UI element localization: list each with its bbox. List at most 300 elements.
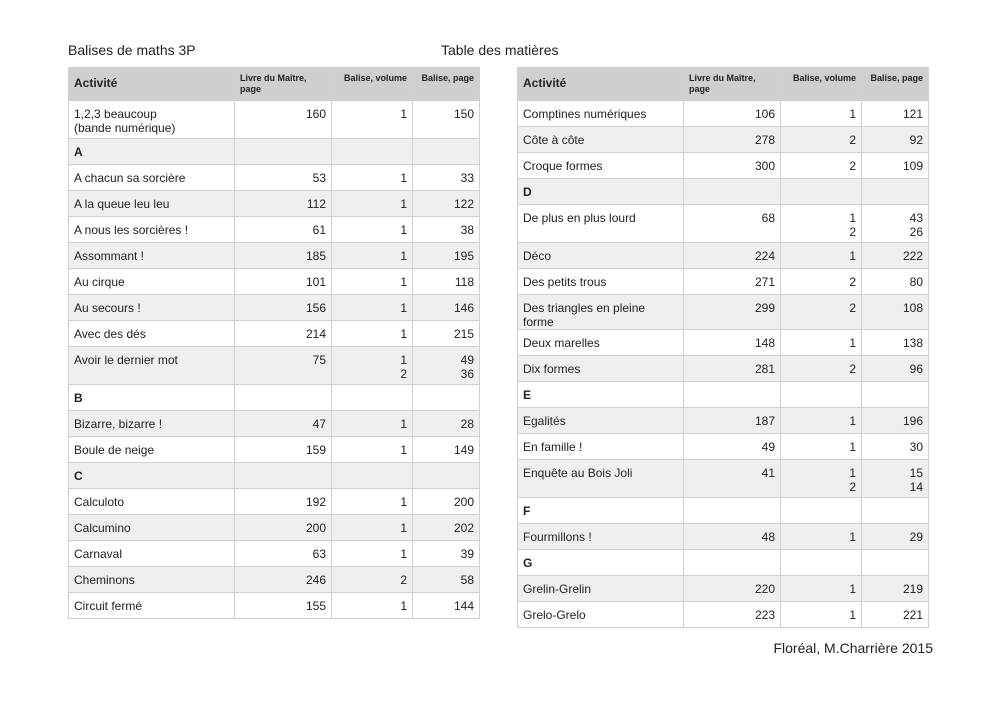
activity-name-line: Boule de neige [74, 443, 155, 457]
balise-page-line: 118 [454, 275, 474, 289]
activity-name-line: Fourmillons ! [523, 530, 592, 544]
activity-name-line: 1,2,3 beaucoup [74, 107, 157, 121]
balise-page [862, 460, 929, 498]
teacher-book-page: 47 [235, 411, 332, 437]
activity-name-line: Dix formes [523, 362, 581, 376]
balise-volume-line: 1 [400, 521, 407, 535]
activity-name [69, 101, 235, 139]
activity-name [518, 576, 684, 602]
activity-name [518, 243, 684, 269]
balise-page [413, 101, 480, 139]
balise-volume [332, 541, 413, 567]
empty-cell [684, 179, 781, 205]
activity-name [69, 165, 235, 191]
activity-name-line: De plus en plus lourd [523, 211, 636, 225]
activity-name [518, 127, 684, 153]
balise-volume [781, 434, 862, 460]
balise-volume [781, 243, 862, 269]
table-row [69, 217, 480, 243]
balise-volume-line: 1 [400, 495, 407, 509]
balise-volume [332, 295, 413, 321]
teacher-book-page: 300 [684, 153, 781, 179]
balise-page-line: 15 [909, 466, 923, 480]
balise-volume-line: 1 [400, 599, 407, 613]
activity-name [518, 434, 684, 460]
balise-page [862, 205, 929, 243]
column-header-page: Balise, page [862, 68, 929, 101]
balise-volume [332, 411, 413, 437]
activity-name-line: Croque formes [523, 159, 603, 173]
activity-name-line: Enquête au Bois Joli [523, 466, 633, 480]
balise-page [413, 541, 480, 567]
balise-page-line: 222 [902, 249, 923, 263]
activity-name-line: Avec des dés [74, 327, 146, 341]
empty-cell [862, 550, 929, 576]
balise-page-line: 215 [453, 327, 474, 341]
activity-name-line: Des triangles en pleine forme [523, 301, 646, 329]
balise-volume [781, 330, 862, 356]
activity-name-line: A nous les sorcières ! [74, 223, 189, 237]
teacher-book-page: 53 [235, 165, 332, 191]
empty-cell [235, 139, 332, 165]
column-header-volume: Balise, volume [332, 68, 413, 101]
table-row [518, 101, 929, 127]
toc-table-right [517, 67, 929, 628]
table-row [69, 101, 480, 139]
activity-name-line: Déco [523, 249, 552, 263]
balise-volume [781, 205, 862, 243]
activity-name [69, 347, 235, 385]
balise-page [862, 576, 929, 602]
balise-volume [332, 321, 413, 347]
balise-volume-line: 2 [400, 573, 407, 587]
balise-page [413, 567, 480, 593]
activity-name [69, 269, 235, 295]
section-letter-row [518, 179, 929, 205]
balise-volume-line: 1 [849, 249, 856, 263]
table-row [69, 515, 480, 541]
balise-page [413, 217, 480, 243]
column-header-activity: Activité [518, 68, 684, 101]
balise-page [413, 515, 480, 541]
section-letter: B [69, 385, 235, 411]
section-letter-row [69, 139, 480, 165]
balise-volume-line: 1 [400, 547, 407, 561]
balise-volume-line: 1 [849, 414, 856, 428]
balise-page-line: 146 [453, 301, 474, 315]
balise-page-line: 39 [460, 547, 474, 561]
activity-name [518, 153, 684, 179]
balise-page [862, 330, 929, 356]
balise-volume-line: 1 [400, 301, 407, 315]
balise-volume-line: 2 [849, 275, 856, 289]
balise-page-line: 121 [902, 107, 923, 121]
teacher-book-page: 41 [684, 460, 781, 498]
balise-page-line: 221 [902, 608, 923, 622]
table-row [69, 541, 480, 567]
balise-page [413, 593, 480, 619]
balise-volume [332, 269, 413, 295]
balise-page-line: 80 [909, 275, 923, 289]
table-row [69, 489, 480, 515]
empty-cell [862, 498, 929, 524]
balise-volume-line: 1 [400, 249, 407, 263]
balise-volume-line: 1 [400, 443, 407, 457]
activity-name-line: (bande numérique) [74, 121, 176, 135]
balise-volume [332, 489, 413, 515]
empty-cell [235, 385, 332, 411]
balise-volume [781, 460, 862, 498]
teacher-book-page: 63 [235, 541, 332, 567]
balise-volume [781, 356, 862, 382]
teacher-book-page: 220 [684, 576, 781, 602]
balise-page-line: 122 [453, 197, 474, 211]
activity-name-line: En famille ! [523, 440, 583, 454]
activity-name-line: A chacun sa sorcière [74, 171, 186, 185]
teacher-book-page: 299 [684, 295, 781, 330]
empty-cell [684, 382, 781, 408]
section-letter-row [518, 498, 929, 524]
teacher-book-page: 224 [684, 243, 781, 269]
balise-page [413, 243, 480, 269]
activity-name [518, 295, 684, 330]
empty-cell [781, 382, 862, 408]
table-header-row [518, 68, 929, 101]
activity-name [69, 567, 235, 593]
balise-volume [781, 153, 862, 179]
teacher-book-page: 68 [684, 205, 781, 243]
balise-volume-line: 2 [849, 133, 856, 147]
teacher-book-page: 159 [235, 437, 332, 463]
balise-page-line: 26 [909, 225, 923, 239]
empty-cell [332, 139, 413, 165]
teacher-book-page: 271 [684, 269, 781, 295]
table-row [518, 602, 929, 628]
balise-page-line: 92 [909, 133, 923, 147]
balise-volume [781, 408, 862, 434]
table-row [518, 330, 929, 356]
table-row [69, 321, 480, 347]
empty-cell [235, 463, 332, 489]
activity-name [518, 602, 684, 628]
empty-cell [332, 385, 413, 411]
teacher-book-page: 106 [684, 101, 781, 127]
teacher-book-page: 160 [235, 101, 332, 139]
activity-name [518, 460, 684, 498]
balise-volume [332, 101, 413, 139]
teacher-book-page: 75 [235, 347, 332, 385]
table-row [518, 434, 929, 460]
activity-name-line: Grelo-Grelo [523, 608, 586, 622]
balise-page-line: 28 [460, 417, 474, 431]
balise-volume [332, 165, 413, 191]
activity-name [518, 356, 684, 382]
toc-table-left [68, 67, 480, 619]
balise-page-line: 138 [902, 336, 923, 350]
balise-volume [332, 191, 413, 217]
balise-volume-line: 1 [849, 440, 856, 454]
activity-name [69, 437, 235, 463]
column-header-teacher-book: Livre du Maître, page [235, 68, 332, 101]
table-row [69, 295, 480, 321]
teacher-book-page: 200 [235, 515, 332, 541]
balise-volume [332, 437, 413, 463]
empty-cell [781, 550, 862, 576]
balise-volume [781, 295, 862, 330]
activity-name-line: Egalités [523, 414, 566, 428]
section-letter: A [69, 139, 235, 165]
balise-page [862, 408, 929, 434]
balise-volume-line: 1 [400, 107, 407, 121]
balise-page [413, 165, 480, 191]
balise-page-line: 202 [453, 521, 474, 535]
empty-cell [332, 463, 413, 489]
teacher-book-page: 61 [235, 217, 332, 243]
balise-volume-line: 2 [849, 480, 856, 494]
balise-page [413, 191, 480, 217]
column-header-volume: Balise, volume [781, 68, 862, 101]
balise-volume-line: 2 [849, 362, 856, 376]
table-row [518, 269, 929, 295]
table-row [69, 411, 480, 437]
footer-credit: Floréal, M.Charrière 2015 [773, 640, 933, 656]
balise-page-line: 30 [909, 440, 923, 454]
table-row [518, 576, 929, 602]
balise-volume [332, 593, 413, 619]
balise-page [862, 602, 929, 628]
balise-page-line: 196 [902, 414, 923, 428]
balise-page [862, 524, 929, 550]
balise-volume [332, 243, 413, 269]
activity-name [69, 191, 235, 217]
balise-volume-line: 1 [849, 608, 856, 622]
balise-page-line: 43 [909, 211, 923, 225]
balise-volume-line: 2 [849, 225, 856, 239]
balise-page-line: 195 [453, 249, 474, 263]
activity-name [69, 593, 235, 619]
empty-cell [413, 139, 480, 165]
balise-volume-line: 2 [400, 367, 407, 381]
section-letter-row [518, 550, 929, 576]
activity-name [518, 524, 684, 550]
teacher-book-page: 148 [684, 330, 781, 356]
section-letter: C [69, 463, 235, 489]
balise-page-line: 14 [909, 480, 923, 494]
teacher-book-page: 101 [235, 269, 332, 295]
balise-page [862, 295, 929, 330]
teacher-book-page: 48 [684, 524, 781, 550]
table-row [518, 460, 929, 498]
balise-page-line: 49 [460, 353, 474, 367]
activity-name [69, 411, 235, 437]
balise-page [413, 269, 480, 295]
activity-name-line: Avoir le dernier mot [74, 353, 178, 367]
activity-name-line: Calculoto [74, 495, 125, 509]
section-letter-row [518, 382, 929, 408]
activity-name-line: Au cirque [74, 275, 125, 289]
activity-name-line: Bizarre, bizarre ! [74, 417, 163, 431]
section-letter: D [518, 179, 684, 205]
balise-volume [332, 217, 413, 243]
activity-name [518, 330, 684, 356]
balise-volume-line: 1 [400, 353, 407, 367]
section-letter: F [518, 498, 684, 524]
balise-volume-line: 1 [400, 417, 407, 431]
balise-page-line: 33 [460, 171, 474, 185]
section-letter: G [518, 550, 684, 576]
activity-name-line: Deux marelles [523, 336, 600, 350]
balise-page-line: 36 [460, 367, 474, 381]
teacher-book-page: 192 [235, 489, 332, 515]
balise-page [413, 411, 480, 437]
teacher-book-page: 223 [684, 602, 781, 628]
balise-volume [781, 127, 862, 153]
balise-page [862, 127, 929, 153]
balise-volume [332, 347, 413, 385]
empty-cell [862, 179, 929, 205]
empty-cell [781, 498, 862, 524]
table-row [518, 408, 929, 434]
teacher-book-page: 49 [684, 434, 781, 460]
empty-cell [413, 463, 480, 489]
balise-page-line: 58 [460, 573, 474, 587]
balise-page-line: 149 [453, 443, 474, 457]
activity-name-line: Calcumino [74, 521, 131, 535]
activity-name-line: Des petits trous [523, 275, 607, 289]
activity-name-line: Comptines numériques [523, 107, 647, 121]
teacher-book-page: 214 [235, 321, 332, 347]
table-row [518, 153, 929, 179]
balise-page-line: 108 [902, 301, 923, 315]
balise-page [413, 295, 480, 321]
balise-volume-line: 2 [849, 301, 856, 315]
balise-volume-line: 1 [400, 197, 407, 211]
activity-name-line: Au secours ! [74, 301, 141, 315]
balise-page [413, 489, 480, 515]
balise-page [862, 153, 929, 179]
balise-volume-line: 1 [849, 107, 856, 121]
balise-page [862, 356, 929, 382]
teacher-book-page: 156 [235, 295, 332, 321]
empty-cell [684, 550, 781, 576]
table-row [518, 205, 929, 243]
teacher-book-page: 281 [684, 356, 781, 382]
activity-name-line: Circuit fermé [74, 599, 143, 613]
balise-page [413, 437, 480, 463]
activity-name [69, 217, 235, 243]
empty-cell [862, 382, 929, 408]
table-row [69, 243, 480, 269]
empty-cell [413, 385, 480, 411]
activity-name [518, 408, 684, 434]
balise-volume-line: 1 [849, 336, 856, 350]
balise-page-line: 29 [909, 530, 923, 544]
balise-volume [781, 101, 862, 127]
balise-volume-line: 2 [849, 159, 856, 173]
balise-page-line: 219 [902, 582, 923, 596]
section-letter-row [69, 463, 480, 489]
section-letter: E [518, 382, 684, 408]
table-row [69, 567, 480, 593]
activity-name-line: A la queue leu leu [74, 197, 170, 211]
balise-volume-line: 1 [400, 223, 407, 237]
balise-volume [781, 576, 862, 602]
balise-page-line: 150 [453, 107, 474, 121]
table-row [518, 295, 929, 330]
balise-page [862, 243, 929, 269]
teacher-book-page: 187 [684, 408, 781, 434]
table-row [518, 127, 929, 153]
balise-volume-line: 1 [400, 171, 407, 185]
balise-page [413, 347, 480, 385]
balise-page-line: 109 [902, 159, 923, 173]
column-header-page: Balise, page [413, 68, 480, 101]
document-title: Balises de maths 3P [68, 42, 196, 58]
activity-name-line: Carnaval [74, 547, 123, 561]
balise-page [413, 321, 480, 347]
table-of-contents-title: Table des matières [441, 42, 559, 58]
table-row [518, 524, 929, 550]
balise-volume-line: 1 [849, 530, 856, 544]
teacher-book-page: 278 [684, 127, 781, 153]
teacher-book-page: 155 [235, 593, 332, 619]
balise-page-line: 200 [453, 495, 474, 509]
table-row [69, 269, 480, 295]
balise-page-line: 144 [453, 599, 474, 613]
section-letter-row [69, 385, 480, 411]
balise-volume-line: 1 [849, 211, 856, 225]
balise-page [862, 269, 929, 295]
column-header-activity: Activité [69, 68, 235, 101]
activity-name-line: Côte à côte [523, 133, 585, 147]
balise-volume-line: 1 [849, 466, 856, 480]
balise-volume [332, 567, 413, 593]
empty-cell [684, 498, 781, 524]
balise-page [862, 434, 929, 460]
activity-name [69, 541, 235, 567]
teacher-book-page: 246 [235, 567, 332, 593]
balise-page-line: 38 [460, 223, 474, 237]
balise-volume [781, 269, 862, 295]
activity-name [69, 295, 235, 321]
balise-volume-line: 1 [400, 327, 407, 341]
balise-volume-line: 1 [400, 275, 407, 289]
empty-cell [781, 179, 862, 205]
table-header-row [69, 68, 480, 101]
table-row [69, 347, 480, 385]
activity-name [518, 205, 684, 243]
table-row [69, 191, 480, 217]
table-row [518, 243, 929, 269]
balise-volume [781, 524, 862, 550]
balise-volume [332, 515, 413, 541]
activity-name [518, 101, 684, 127]
balise-volume [781, 602, 862, 628]
teacher-book-page: 112 [235, 191, 332, 217]
table-row [69, 437, 480, 463]
activity-name [69, 243, 235, 269]
activity-name-line: Grelin-Grelin [523, 582, 592, 596]
balise-volume-line: 1 [849, 582, 856, 596]
activity-name [69, 515, 235, 541]
teacher-book-page: 185 [235, 243, 332, 269]
balise-page-line: 96 [909, 362, 923, 376]
balise-page [862, 101, 929, 127]
activity-name [69, 489, 235, 515]
activity-name-line: Assommant ! [74, 249, 145, 263]
table-row [518, 356, 929, 382]
activity-name [69, 321, 235, 347]
